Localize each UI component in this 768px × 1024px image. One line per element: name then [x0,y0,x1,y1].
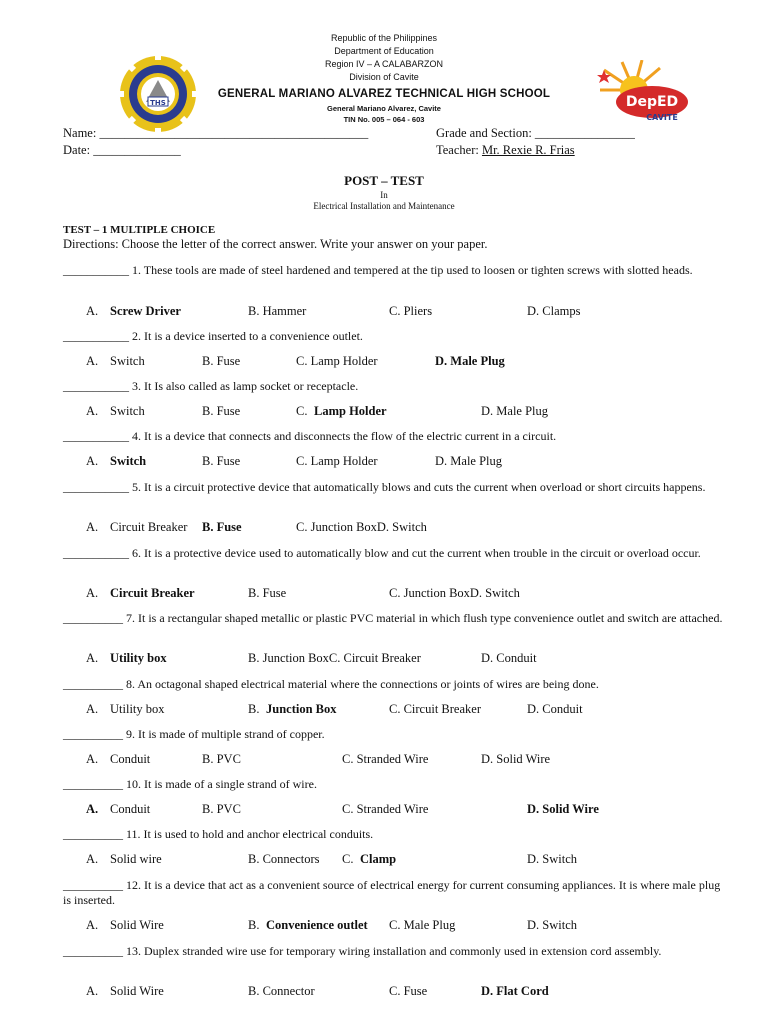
deped-logo [594,60,692,126]
option-8-3: C. Circuit Breaker [389,702,481,716]
teacher-label: Teacher: [436,143,482,157]
question-3: ___________ 3. It Is also called as lamp socket or receptacle. [63,379,359,393]
option-9-4: D. Solid Wire [481,752,551,766]
options-row-1 [86,304,726,320]
option-7-1: A. Utility box [86,651,167,665]
option-8-4: D. Conduit [527,702,583,716]
question-12: __________ 12. It is a device that act as a convenient source of electrical energy for current consuming appliances. It is where male plug is inserted. [63,878,721,907]
option-9-1: A. Conduit [86,752,151,766]
option-4-1: A. Switch [86,454,147,468]
school-name: GENERAL MARIANO ALVAREZ TECHNICAL HIGH SCHOOL [217,88,551,100]
options-row-2 [86,354,726,370]
option-2-2: B. Fuse [202,354,241,368]
options-row-4 [86,454,726,470]
option-10-1: A. Conduit [86,802,151,816]
question-7: __________ 7. It is a rectangular shaped metallic or plastic PVC material in which flush type convenience outlet and switch are attached. [63,611,723,625]
option-3-4: D. Male Plug [481,404,549,418]
option-12-4: D. Switch [527,918,577,932]
options-row-5 [86,520,726,536]
option-12-2: B. Convenience outlet [248,918,368,932]
test-subject: Electrical Installation and Maintenance [313,201,455,211]
question-11: __________ 11. It is used to hold and anchor electrical conduits. [63,827,374,841]
options-row-8 [86,702,726,718]
option-2-3: C. Lamp Holder [296,354,378,368]
option-5-3: C. Junction BoxD. Switch [296,520,427,534]
question-4: ___________ 4. It is a device that connects and disconnects the flow of the electric current in a circuit. [63,429,557,443]
option-12-3: C. Male Plug [389,918,456,932]
options-row-3 [86,404,726,420]
option-2-1: A. Switch [86,354,145,368]
logo-right-text: DepED [625,94,679,110]
option-13-1: A. Solid Wire [86,984,164,998]
logo-left-text: THS [150,99,166,107]
option-11-1: A. Solid wire [86,852,162,866]
question-5: ___________ 5. It is a circuit protective device that automatically blows and cuts the current when overload or short circuits happens. [63,480,706,494]
option-3-2: B. Fuse [202,404,241,418]
option-3-3: C. Lamp Holder [296,404,387,418]
date-field: Date: ______________ [63,143,181,157]
test-title: POST – TEST [344,173,424,188]
option-11-2: B. Connectors [248,852,320,866]
options-row-12 [86,918,726,934]
option-1-4: D. Clamps [527,304,581,318]
question-2: ___________ 2. It is a device inserted to a convenience outlet. [63,329,363,343]
question-10: __________ 10. It is made of a single strand of wire. [63,777,317,791]
option-3-1: A. Switch [86,404,145,418]
option-7-3: D. Conduit [481,651,537,665]
header-line-2: Department of Education [334,46,434,56]
option-1-3: C. Pliers [389,304,433,318]
option-6-1: A. Circuit Breaker [86,586,195,600]
directions: Directions: Choose the letter of the correct answer. Write your answer on your paper. [63,237,488,251]
option-10-3: C. Stranded Wire [342,802,429,816]
option-8-1: A. Utility box [86,702,165,716]
teacher-field [436,143,575,158]
option-9-2: B. PVC [202,752,241,766]
option-8-2: B. Junction Box [248,702,337,716]
options-row-10 [86,802,726,818]
options-row-11 [86,852,726,868]
option-4-3: C. Lamp Holder [296,454,378,468]
option-13-4: D. Flat Cord [481,984,549,998]
grade-section-field: Grade and Section: ________________ [436,126,635,140]
option-4-4: D. Male Plug [435,454,503,468]
header-line-1: Republic of the Philippines [330,33,438,43]
header-line-3: Region IV – A CALABARZON [324,59,444,69]
option-5-2: B. Fuse [202,520,242,534]
question-1: ___________ 1. These tools are made of steel hardened and tempered at the tip used to loosen or tighten screws with slotted heads. [63,263,693,277]
question-9: __________ 9. It is made of multiple strand of copper. [63,727,325,741]
question-6: ___________ 6. It is a protective device used to automatically blow and cut the current when trouble in the circuit or overload occur. [63,546,701,560]
option-6-2: B. Fuse [248,586,287,600]
option-5-1: A. Circuit Breaker [86,520,188,534]
options-row-7 [86,651,726,667]
option-4-2: B. Fuse [202,454,241,468]
option-7-2: B. Junction BoxC. Circuit Breaker [248,651,421,665]
school-seal-logo [118,54,198,134]
question-13: __________ 13. Duplex stranded wire use for temporary wiring installation and commonly used in extension cord assembly. [63,944,662,958]
option-9-3: C. Stranded Wire [342,752,429,766]
header-line-4: Division of Cavite [349,72,419,82]
option-6-3: C. Junction BoxD. Switch [389,586,520,600]
options-row-9 [86,752,726,768]
option-1-2: B. Hammer [248,304,307,318]
logo-right-sub: CAVITE [646,113,678,122]
question-8: __________ 8. An octagonal shaped electrical material where the connections or joints of wires are being done. [63,677,599,691]
option-13-3: C. Fuse [389,984,428,998]
option-11-4: D. Switch [527,852,577,866]
options-row-13 [86,984,726,1000]
options-row-6 [86,586,726,602]
test-title-in: In [380,190,388,200]
school-tin: TIN No. 005 – 064 - 603 [343,115,425,124]
test-heading: TEST – 1 MULTIPLE CHOICE [63,224,216,236]
name-field: Name: ___________________________________________ [63,126,369,140]
school-address: General Mariano Alvarez, Cavite [327,104,441,113]
option-10-4: D. Solid Wire [527,802,599,816]
option-13-2: B. Connector [248,984,315,998]
option-12-1: A. Solid Wire [86,918,164,932]
option-10-2: B. PVC [202,802,241,816]
option-2-4: D. Male Plug [435,354,505,368]
teacher-name: Mr. Rexie R. Frias [481,143,575,157]
option-11-3: C. Clamp [342,852,397,866]
option-1-1: A. Screw Driver [86,304,181,318]
